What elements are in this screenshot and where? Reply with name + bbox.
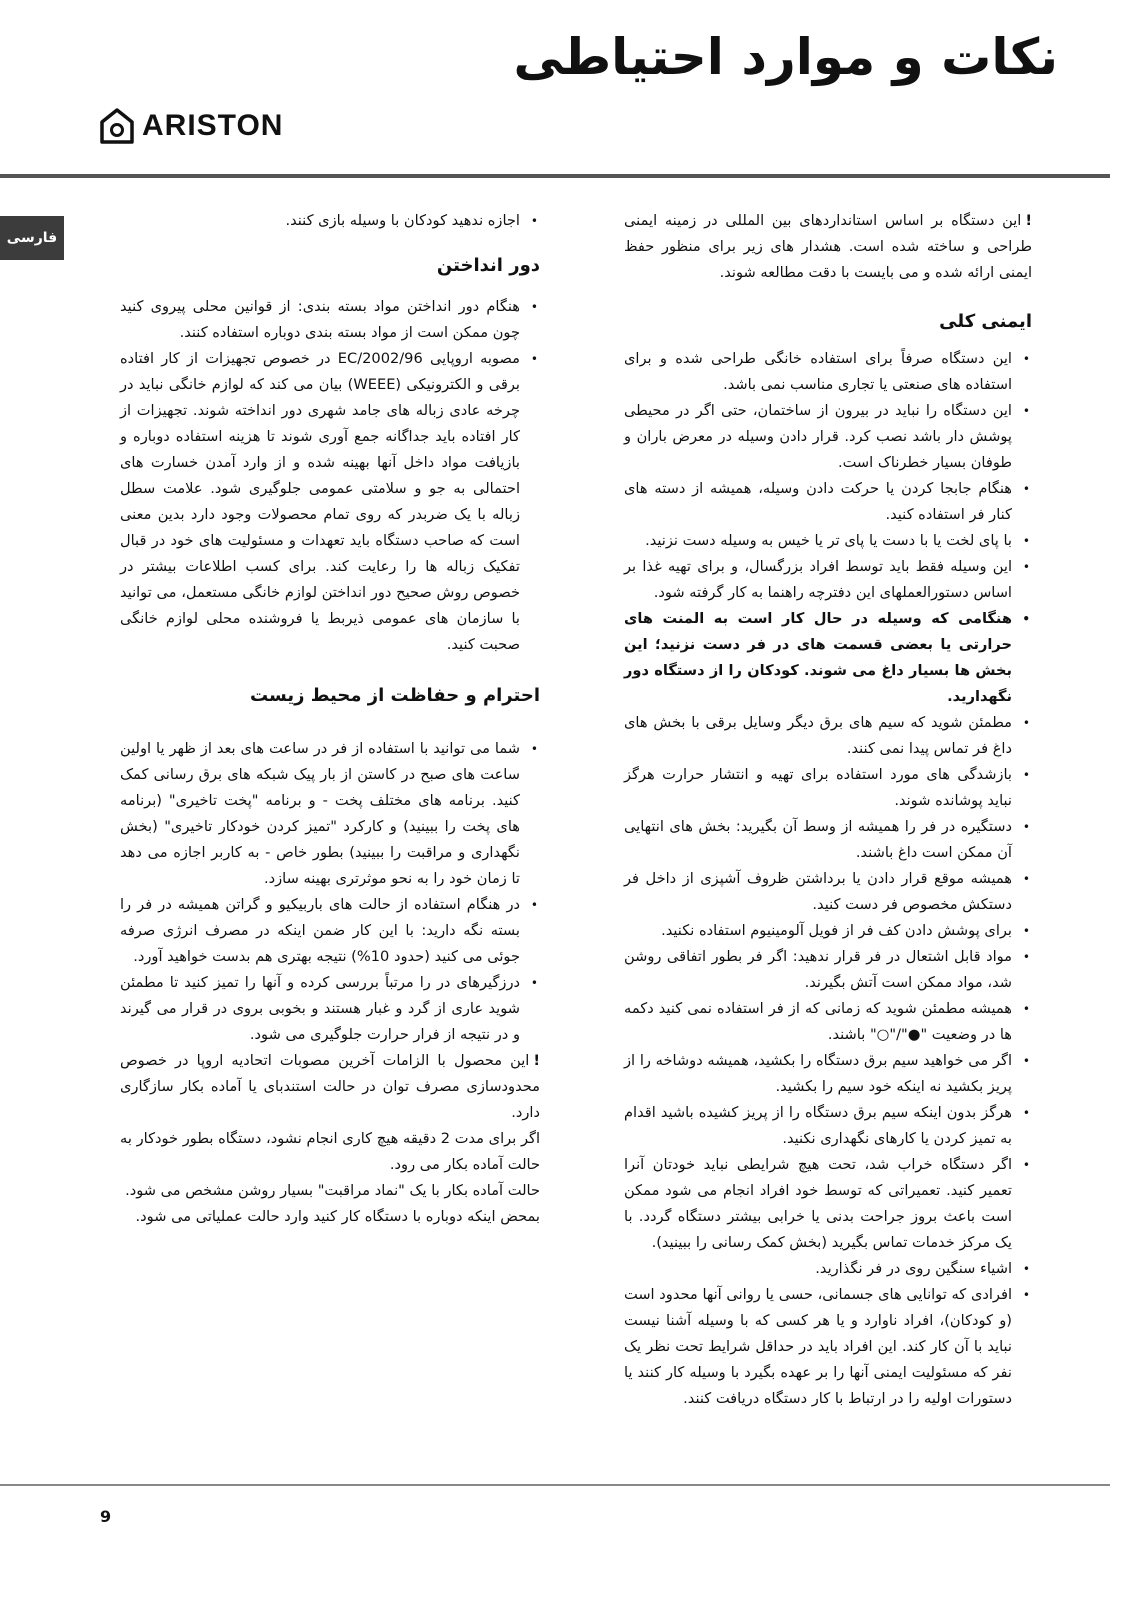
list-item: • هنگام جابجا کردن یا حرکت دادن وسیله، همیشه از دسته های کنار فر استفاده کنید. <box>624 476 1032 528</box>
note-paragraph: بمحض اینکه دوباره با دستگاه کار کنید وارد حالت عملیاتی می شود. <box>135 1208 540 1225</box>
intro-paragraph <box>624 208 1032 286</box>
list-item: • اگر می خواهید سیم برق دستگاه را بکشید، همیشه دوشاخه را از پریز بکشید نه اینکه خود سیم را بکشید. <box>624 1048 1032 1100</box>
list-item: • بازشدگی های مورد استفاده برای تهیه و انتشار حرارت هرگز نباید پوشانده شوند. <box>624 762 1032 814</box>
list-item: • همیشه موقع قرار دادن یا برداشتن ظروف آشپزی از داخل فر دستکش مخصوص فر دست کنید. <box>624 866 1032 918</box>
general-safety-heading: ایمنی کلی <box>939 311 1032 332</box>
list-item: • اشیاء سنگین روی در فر نگذارید. <box>624 1256 1032 1282</box>
children-list <box>120 208 540 234</box>
list-item: • دستگیره در فر را همیشه از وسط آن بگیرید: بخش های انتهایی آن ممکن است داغ باشند. <box>624 814 1032 866</box>
list-item: • اجازه ندهید کودکان با وسیله بازی کنند. <box>120 208 540 234</box>
list-item: • افرادی که توانایی های جسمانی، حسی یا روانی آنها محدود است (و کودکان)، افراد ناوارد و یا هر کسی که با وسیله آشنا نیست نباید با آن کار کند. این افراد باید در حداقل شرایط تحت نظر یک نفر که مسئولیت ایمنی آنها را بر عهده بگیرد با وسیله کار کنند یا دستورات اولیه را در ارتباط با کار دستگاه دریافت کنند. <box>624 1282 1032 1412</box>
list-item: • اگر دستگاه خراب شد، تحت هیچ شرایطی نباید خودتان آنرا تعمیر کنید. تعمیراتی که توسط خود افراد انجام می شود ممکن است باعث بروز جراحت بدنی یا خرابی بیشتر دستگاه گردد. با یک مرکز خدمات تماس بگیرید (بخش کمک رسانی را ببینید). <box>624 1152 1032 1256</box>
list-item: • همیشه مطمئن شوید که زمانی که از فر استفاده نمی کنید دکمه ها در وضعیت "●"/"○" باشند. <box>624 996 1032 1048</box>
list-item: • در هنگام استفاده از حالت های باربیکیو و گراتن همیشه در فر را بسته نگه دارید: با این کار ضمن اینکه در مصرف انرژی صرفه جوئی می کنید (حدود 10%) نتیجه بهتری هم بدست خواهید آورد. <box>120 892 540 970</box>
note-text: این محصول با الزامات آخرین مصوبات اتحادیه اروپا در خصوص محدودسازی مصرف توان در حالت استندبای یا آماده بکار سازگاری دارد. <box>120 1052 540 1121</box>
disposal-heading: دور انداختن <box>436 255 540 276</box>
header-divider <box>0 174 1110 178</box>
list-item: • برای پوشش دادن کف فر از فویل آلومینیوم استفاده نکنید. <box>624 918 1032 944</box>
environment-list <box>120 736 540 1048</box>
general-safety-list <box>624 346 1032 1412</box>
list-item: • مطمئن شوید که سیم های برق دیگر وسایل برقی با بخش های داغ فر تماس پیدا نمی کنند. <box>624 710 1032 762</box>
list-item: • این دستگاه را نباید در بیرون از ساختمان، حتی اگر در محیطی پوشش دار باشد نصب کرد. قرار دادن وسیله در معرض باران و طوفان بسیار خطرناک است. <box>624 398 1032 476</box>
brand-name: ARISTON <box>142 109 284 142</box>
list-item: • هنگام دور انداختن مواد بسته بندی: از قوانین محلی پیروی کنید چون ممکن است از مواد بسته بندی دوباره استفاده کنند. <box>120 294 540 346</box>
list-item: • هرگز بدون اینکه سیم برق دستگاه را از پریز کشیده باشید اقدام به تمیز کردن یا کارهای نگهداری نکنید. <box>624 1100 1032 1152</box>
list-item: • این دستگاه صرفاً برای استفاده خانگی طراحی شده و برای استفاده های صنعتی یا تجاری مناسب نمی باشد. <box>624 346 1032 398</box>
left-column <box>120 208 540 1230</box>
brand-logo <box>100 108 283 144</box>
standby-note <box>120 1048 540 1126</box>
list-item-bold-warning: • هنگامی که وسیله در حال کار است به المنت های حرارتی یا بعضی قسمت های در فر دست نزنید؛ این بخش ها بسیار داغ می شوند. کودکان را از دستگاه دور نگهدارید. <box>624 606 1032 710</box>
page-number: 9 <box>100 1507 112 1526</box>
list-item: • این وسیله فقط باید توسط افراد بزرگسال، و برای تهیه غذا بر اساس دستورالعملهای این دفترچه راهنما به کار گرفته شود. <box>624 554 1032 606</box>
footer-divider <box>0 1484 1110 1486</box>
list-item: • شما می توانید با استفاده از فر در ساعت های بعد از ظهر یا اولین ساعت های صبح در کاستن از بار پیک شبکه های برق رسانی کمک کنید. برنامه های مختلف پخت - و برنامه "پخت تاخیری" (برنامه های پخت را ببینید) و کارکرد "تمیز کردن خودکار تاخیری" (بخش نگهداری و مراقبت را ببینید) بطور خاص - به کاربر اجازه می دهد تا زمان خود را به نحو موثرتری بهینه سازد. <box>120 736 540 892</box>
warning-icon: ! <box>1025 212 1032 229</box>
disposal-list <box>120 294 540 658</box>
list-item: • مصوبه اروپایی 2002/96/EC در خصوص تجهیزات از کار افتاده برقی و الکترونیکی (WEEE) بیان می کند که لوازم خانگی نباید در چرخه عادی زباله های جامد شهری دور انداخته شوند. تجهیزات از کار افتاده باید جداگانه جمع آوری شوند تا هزینه استفاده دوباره و بازیافت مواد داخل آنها بهینه شده و از وارد آمدن خسارت های احتمالی به جو و سلامتی عمومی جلوگیری شود. علامت سطل زباله با یک ضربدر که روی تمام محصولات وجود دارد بدین معنی است که صاحب دستگاه باید تعهدات و مسئولیت های خود در قبال تفکیک زباله ها را رعایت کند. برای کسب اطلاعات بیشتر در خصوص روش صحیح دور انداختن لوازم خانگی مستعمل، می توانید با سازمان های عمومی ذیربط یا فروشنده محلی لوازم خانگی صحبت کنید. <box>120 346 540 658</box>
right-column <box>624 208 1032 1412</box>
warning-icon: ! <box>533 1052 540 1069</box>
intro-text: این دستگاه بر اساس استانداردهای بین المللی در زمینه ایمنی طراحی و ساخته شده است. هشدار های زیر برای منظور حفظ ایمنی ارائه شده و می بایست با دقت مطالعه شوند. <box>624 212 1032 281</box>
list-item: • مواد قابل اشتعال در فر قرار ندهید: اگر فر بطور اتفاقی روشن شد، مواد ممکن است آتش بگیرند. <box>624 944 1032 996</box>
note-paragraph: اگر برای مدت 2 دقیقه هیچ کاری انجام نشود، دستگاه بطور خودکار به حالت آماده بکار می رود. <box>120 1130 540 1173</box>
list-item: • درزگیرهای در را مرتباً بررسی کرده و آنها را تمیز کنید تا مطمئن شوید عاری از گرد و غبار هستند و بخوبی بروی در قرار می گیرند و در نتیجه از فرار حرارت جلوگیری می شود. <box>120 970 540 1048</box>
environment-heading: احترام و حفاظت از محیط زیست <box>249 685 540 706</box>
house-logo-icon <box>100 108 134 144</box>
page-title: نکات و موارد احتیاطی <box>513 28 1058 86</box>
list-item: • با پای لخت یا با دست یا پای تر یا خیس به وسیله دست نزنید. <box>624 528 1032 554</box>
language-tab: فارسی <box>0 216 64 260</box>
note-paragraph: حالت آماده بکار با یک "نماد مراقبت" بسیار روشن مشخص می شود. <box>125 1182 540 1199</box>
